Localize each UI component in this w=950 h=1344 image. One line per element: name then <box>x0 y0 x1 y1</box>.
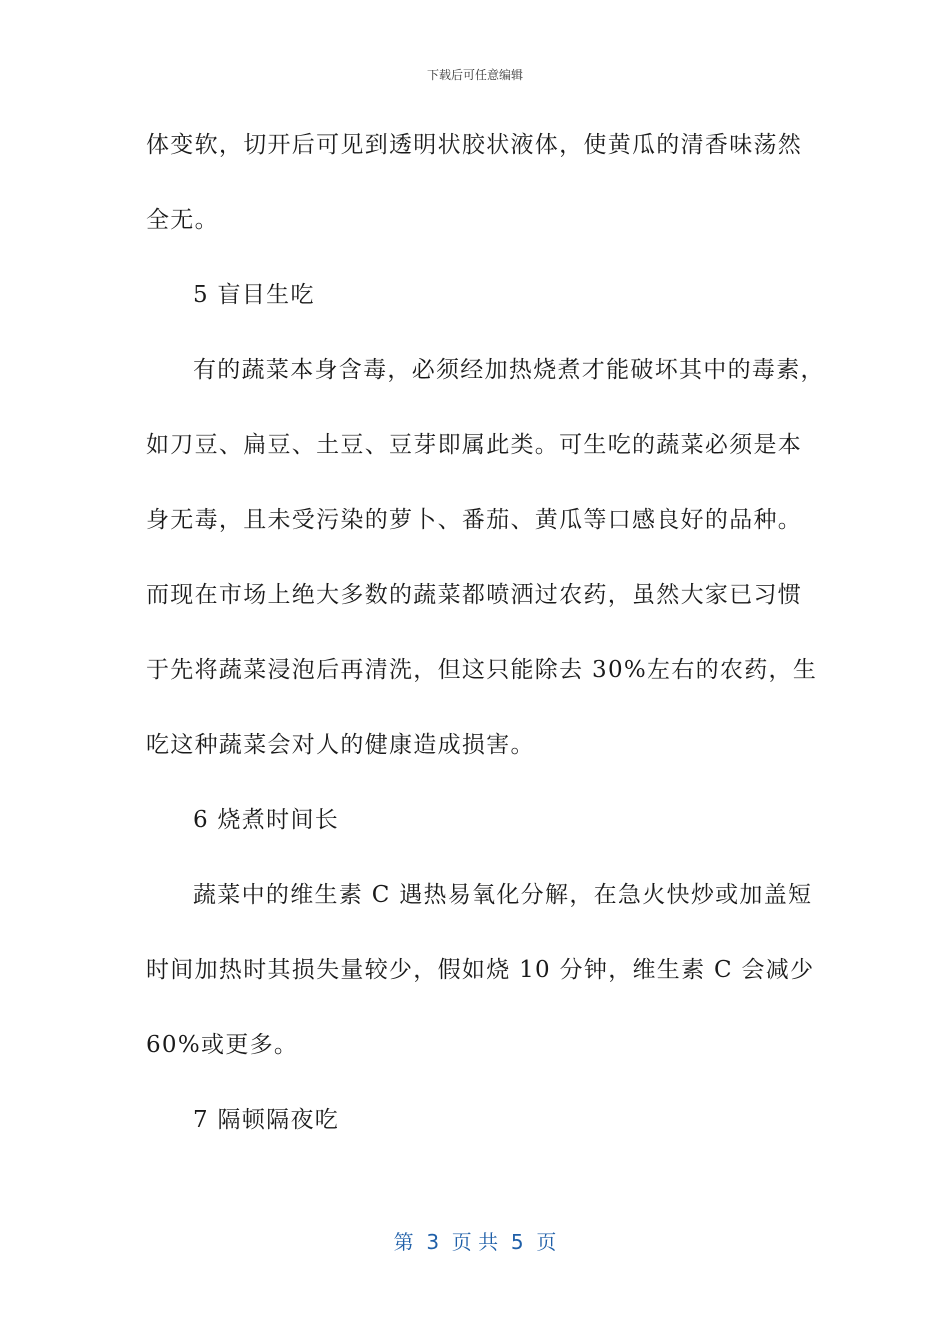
body-line: 60%或更多。 <box>146 1032 299 1058</box>
body-line: 全无。 <box>146 207 219 233</box>
body-line: 蔬菜中的维生素 C 遇热易氧化分解，在急火快炒或加盖短 <box>193 882 813 908</box>
body-line: 而现在市场上绝大多数的蔬菜都喷洒过农药，虽然大家已习惯 <box>146 582 803 608</box>
body-line: 时间加热时其损失量较少，假如烧 10 分钟，维生素 C 会减少 <box>146 957 815 983</box>
body-line: 如刀豆、扁豆、土豆、豆芽即属此类。可生吃的蔬菜必须是本 <box>146 432 803 458</box>
section-heading: 7 隔顿隔夜吃 <box>193 1107 340 1133</box>
body-line: 身无毒，且未受污染的萝卜、番茄、黄瓜等口感良好的品种。 <box>146 507 803 533</box>
body-line: 吃这种蔬菜会对人的健康造成损害。 <box>146 732 535 758</box>
body-line: 于先将蔬菜浸泡后再清洗，但这只能除去 30%左右的农药，生 <box>146 657 818 683</box>
body-line: 有的蔬菜本身含毒，必须经加热烧煮才能破坏其中的毒素， <box>193 357 825 383</box>
section-heading: 5 盲目生吃 <box>193 282 315 308</box>
section-heading: 6 烧煮时间长 <box>193 807 340 833</box>
page-header: 下载后可任意编辑 <box>426 68 523 82</box>
page-number-footer: 第 3 页 共 5 页 <box>393 1230 557 1254</box>
body-line: 体变软，切开后可见到透明状胶状液体，使黄瓜的清香味荡然 <box>146 132 803 158</box>
